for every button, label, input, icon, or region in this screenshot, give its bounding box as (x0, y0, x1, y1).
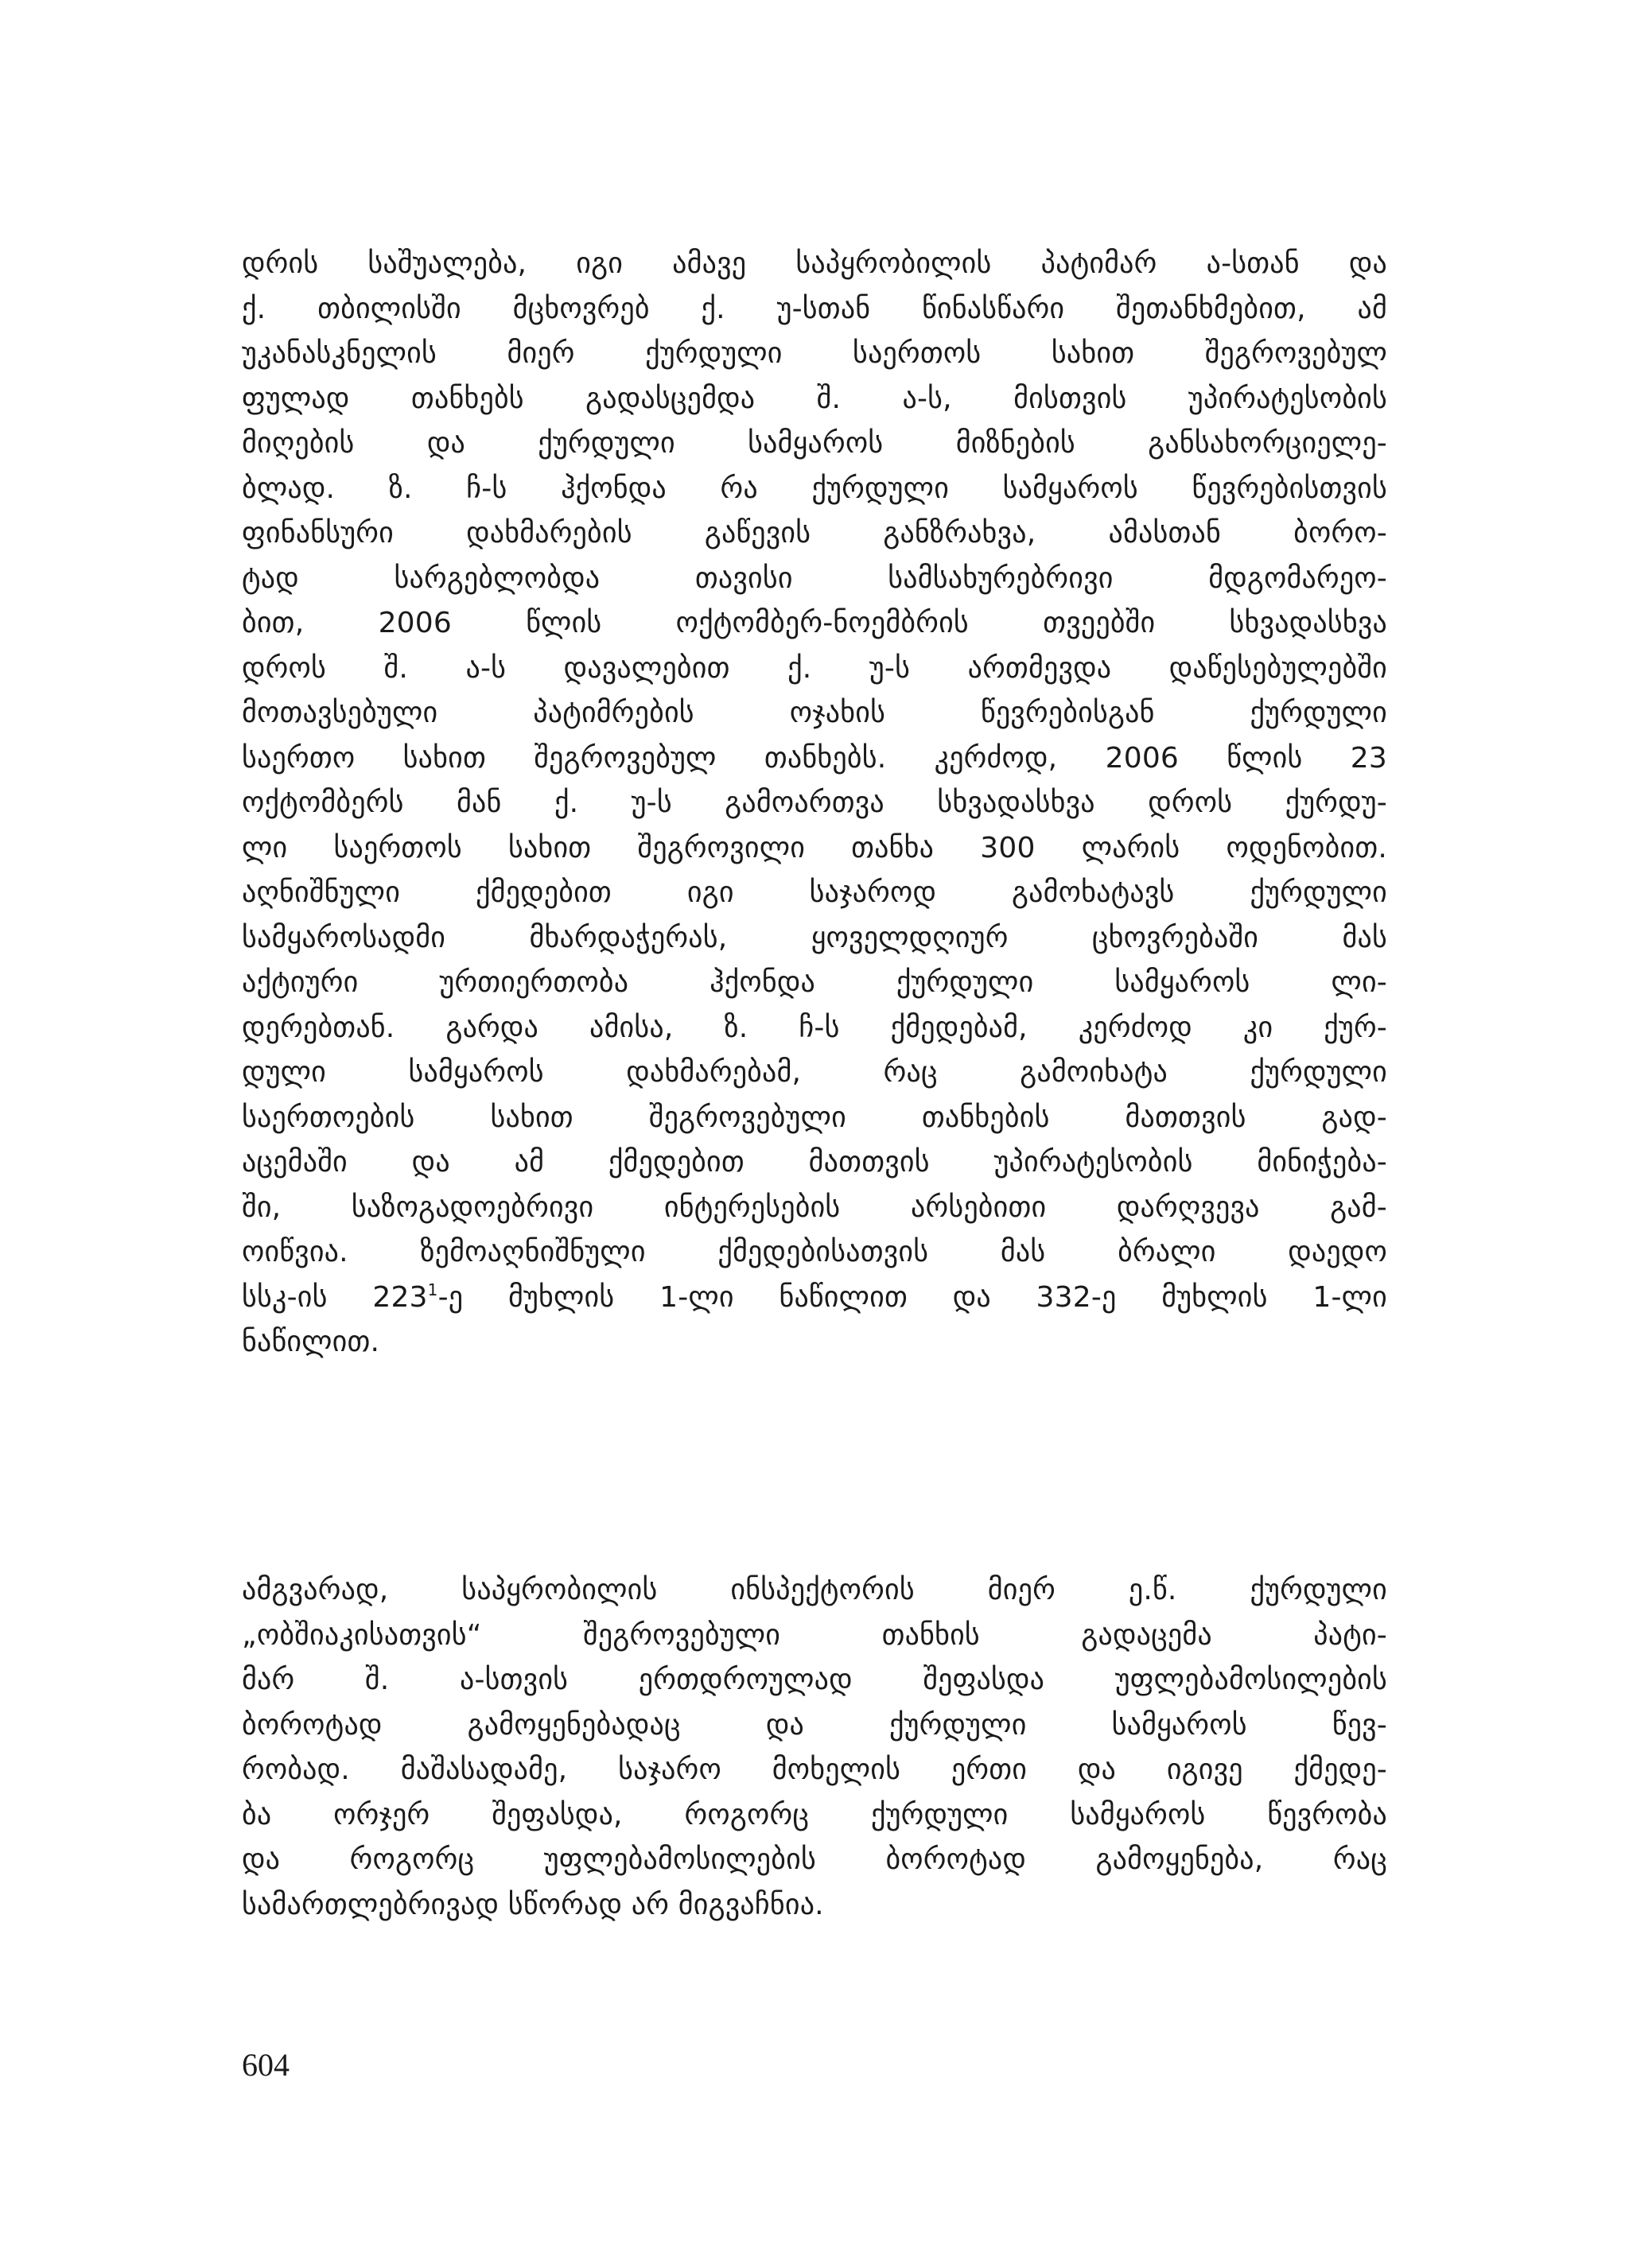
paragraph-2 (242, 1568, 1387, 1928)
paragraph-line: ტად სარგებლობდა თავისი სამსახურებრივი მდგომარეო- (242, 561, 1387, 595)
paragraph-line: ფულად თანხებს გადასცემდა შ. ა-ს, მისთვის უპირატესობის (242, 382, 1387, 415)
paragraph-line: „ობშიაკისათვის“ შეგროვებული თანხის გადაცემა პატი- (242, 1618, 1387, 1652)
paragraph-line: აქტიური ურთიერთობა ჰქონდა ქურდული სამყაროს ლი- (242, 966, 1387, 999)
paragraph-line: ქ. თბილისში მცხოვრებ ქ. უ-სთან წინასწარი შეთანხმებით, ამ (242, 292, 1387, 325)
article-text-before: სსკ-ის 223 (242, 1280, 428, 1314)
paragraph-line: ბა ორჯერ შეფასდა, როგორც ქურდული სამყაროს წევრობა (242, 1798, 1387, 1831)
paragraph-line: ში, საზოგადოებრივი ინტერესების არსებითი დარღვევა გამ- (242, 1190, 1387, 1224)
paragraph-line: მარ შ. ა-სთვის ერთდროულად შეფასდა უფლებამოსილების (242, 1664, 1387, 1696)
paragraph-1 (242, 242, 1387, 1365)
paragraph-line: აღნიშნული ქმედებით იგი საჯაროდ გამოხატავს ქურდული (242, 876, 1387, 909)
article-text-after: -ე მუხლის 1-ლი ნაწილით და 332-ე მუხლის 1-ლი (437, 1280, 1387, 1314)
paragraph-line: აცემაში და ამ ქმედებით მათთვის უპირატესობის მინიჭება- (242, 1146, 1387, 1179)
page-number: 604 (242, 2047, 290, 2083)
paragraph-line: ამგვარად, საპყრობილის ინსპექტორის მიერ ე.წ. ქურდული (242, 1574, 1387, 1606)
paragraph-last-line: ნაწილით. (242, 1326, 380, 1358)
paragraph-line: საერთო სახით შეგროვებულ თანხებს. კერძოდ, 2006 წლის 23 (242, 741, 1387, 775)
paragraph-line: ბით, 2006 წლის ოქტომბერ-ნოემბრის თვეებში სხვადასხვა (242, 607, 1387, 639)
paragraph-line: საერთოების სახით შეგროვებული თანხების მათთვის გად- (242, 1101, 1387, 1134)
paragraph-line: და როგორც უფლებამოსილების ბოროტად გამოყენება, რაც (242, 1843, 1387, 1876)
article-superscript: 1 (427, 1280, 438, 1299)
paragraph-line: მიღების და ქურდული სამყაროს მიზნების განსახორციელე- (242, 427, 1387, 460)
paragraph-line: სამყაროსადმი მხარდაჭერას, ყოველდღიურ ცხოვრებაში მას (242, 921, 1387, 954)
paragraph-line: ლი საერთოს სახით შეგროვილი თანხა 300 ლარის ოდენობით. (242, 831, 1387, 864)
paragraph-line: ბოროტად გამოყენებადაც და ქურდული სამყაროს წევ- (242, 1708, 1387, 1742)
paragraph-line: დროს შ. ა-ს დავალებით ქ. უ-ს ართმევდა დაწესებულებში (242, 651, 1387, 685)
paragraph-line: უკანასკნელის მიერ ქურდული საერთოს სახით შეგროვებულ (242, 337, 1387, 370)
paragraph-last-line: სამართლებრივად სწორად არ მიგვაჩნია. (242, 1888, 824, 1921)
paragraph-line: ფინანსური დახმარების გაწევის განზრახვა, ამასთან ბორო- (242, 517, 1387, 550)
paragraph-line: ბლად. ზ. ჩ-ს ჰქონდა რა ქურდული სამყაროს წევრებისთვის (242, 472, 1387, 505)
article-reference-line (242, 1276, 1387, 1321)
paragraph-line: დული სამყაროს დახმარებამ, რაც გამოიხატა ქურდული (242, 1056, 1387, 1089)
paragraph-line: დერებთან. გარდა ამისა, ზ. ჩ-ს ქმედებამ, კერძოდ კი ქურ- (242, 1011, 1387, 1044)
paragraph-line: ოქტომბერს მან ქ. უ-ს გამოართვა სხვადასხვა დროს ქურდუ- (242, 786, 1387, 819)
paragraph-line: დრის საშუალება, იგი ამავე საპყრობილის პატიმარ ა-სთან და (242, 247, 1387, 280)
paragraph-line: რობად. მაშასადამე, საჯარო მოხელის ერთი და იგივე ქმედე- (242, 1753, 1387, 1786)
paragraph-line: მოთავსებული პატიმრების ოჯახის წევრებისგან ქურდული (242, 697, 1387, 729)
paragraph-line: ოიწვია. ზემოაღნიშნული ქმედებისათვის მას ბრალი დაედო (242, 1236, 1387, 1268)
